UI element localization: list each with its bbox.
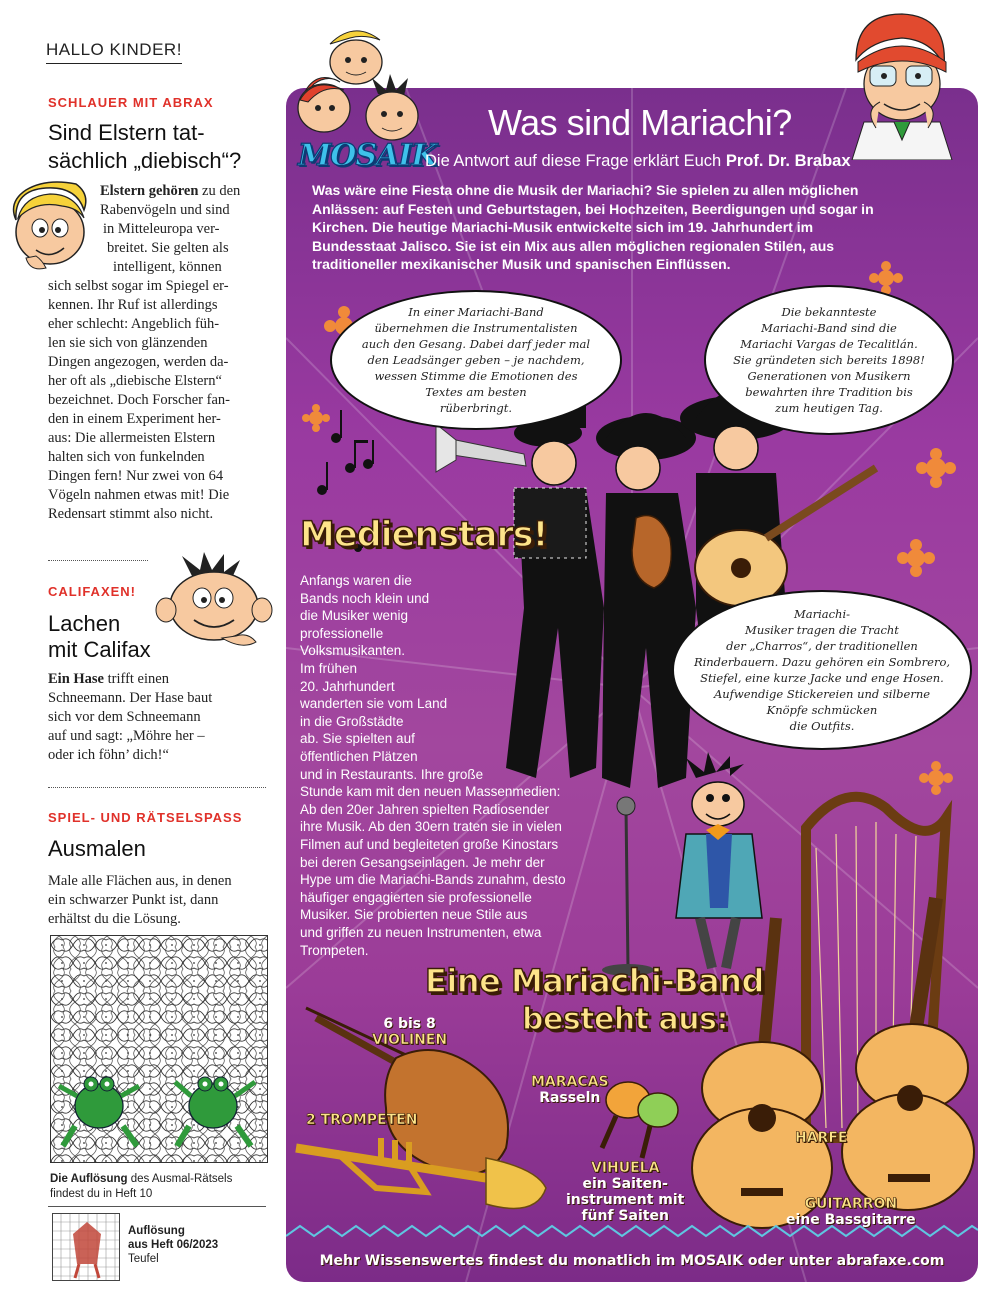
medien-line: die Musiker wenig: [300, 608, 409, 624]
bubble-line: Textes am besten: [425, 385, 527, 399]
medien-line: professionelle: [300, 625, 384, 641]
medien-line: Im frühen: [300, 661, 358, 676]
califax-character-illustration: [152, 550, 276, 660]
bubble-line: die Outfits.: [789, 719, 855, 733]
speech-bubble-charro-outfit: [672, 590, 972, 750]
page-title: Was sind Mariachi?: [488, 102, 792, 143]
abrax-text-line: kennen. Ihr Ruf ist allerdings: [48, 297, 218, 313]
previous-solution-thumbnail: [52, 1213, 120, 1281]
califax-text-line: oder ich föhn’ dich!“: [48, 747, 169, 763]
califax-title-line1: Lachen: [48, 611, 121, 636]
califax-kicker: CALIFAXEN!: [48, 584, 136, 599]
bubble-line: Mariachi-: [793, 607, 851, 621]
intro-line: traditioneller mexikanischer Musik und spanischen Einflüssen.: [312, 256, 731, 272]
previous-solution-info: [128, 1224, 218, 1266]
bubble-line: auch den Gesang. Dabei darf jeder mal: [361, 337, 591, 351]
bubble-line: übernehmen die Instrumentalisten: [374, 321, 578, 335]
label-trumpets: [306, 1112, 417, 1128]
medien-line: Musiker. Sie probierten neue Stile aus: [300, 907, 528, 923]
guitarron-illustration: [842, 898, 974, 1210]
medien-line: und in Restaurants. Ihre große: [300, 766, 484, 782]
intro-line: Bundesstaat Jalisco. Sie ist ein Mix aus allen möglichen regionalen Stilen, aus: [312, 237, 835, 254]
abrax-text-first: [100, 182, 240, 201]
abrax-text-line: in Mitteleuropa ver-: [103, 221, 220, 237]
abrax-title-line1: Sind Elstern tat-: [48, 120, 205, 145]
califax-title-line2: mit Califax: [48, 637, 151, 662]
medien-line: in die Großstädte: [300, 713, 404, 729]
label-guitarron: [786, 1196, 916, 1228]
medien-line: Filmen auf und begleiteten große Kinostars: [300, 837, 559, 852]
label-vihuela: [566, 1160, 684, 1224]
bubble-line: Mariachi-Band sind die: [761, 321, 897, 335]
label-maracas: [531, 1074, 609, 1106]
abrax-text-line: Dingen angezogen, werden da-: [48, 354, 229, 370]
califax-text-first: [48, 670, 169, 689]
puzzle-kicker: SPIEL- UND RÄTSELSPASS: [48, 810, 243, 825]
harp-name: HARFE: [795, 1130, 848, 1146]
divider: [48, 1206, 266, 1207]
intro-line: Was wäre eine Fiesta ohne die Musik der Mariachi? Sie spielen zu allen möglichen: [312, 182, 859, 198]
guitarron-name: GUITARRON: [804, 1196, 898, 1212]
solution-label: Auflösung: [128, 1225, 185, 1237]
abrax-text-line: halten sich von funkelnden: [48, 449, 205, 465]
intro-line: Anlässen: auf Festen und Geburtstagen, bei Hochzeiten, Beerdigungen und sogar in: [312, 200, 874, 217]
trumpets-name: 2 TROMPETEN: [306, 1112, 418, 1128]
solution-answer: Teufel: [128, 1253, 159, 1265]
medien-line: ihre Musik. Ab den 30ern traten sie in vielen: [300, 819, 562, 835]
abrax-text-line: Dingen fern! Nur zwei von 64: [48, 468, 224, 484]
violins-count: 6 bis 8: [383, 1016, 436, 1032]
bubble-line: den Leadsänger geben – je nachdem,: [367, 353, 585, 367]
califax-text-line: Schneemann. Der Hase baut: [48, 690, 213, 706]
medien-line: 20. Jahrhundert: [300, 678, 395, 694]
abrax-text-line: aus: Die allermeisten Elstern: [48, 430, 216, 446]
panel-footer[interactable]: Mehr Wissenswertes findest du monatlich im MOSAIK oder unter abrafaxe.com: [319, 1253, 945, 1269]
abrax-kicker: SCHLAUER MIT ABRAX: [48, 95, 214, 110]
label-harp: [795, 1130, 847, 1146]
section-header: HALLO KINDER!: [46, 40, 182, 64]
puzzle-caption-bold: Die Auflösung: [50, 1173, 128, 1185]
brabax-character-illustration: [836, 10, 966, 160]
medien-line: bei deren Gesangseinlagen. Je mehr der: [300, 854, 545, 870]
puzzle-title: Ausmalen: [48, 836, 146, 861]
speech-bubble-band-singing: [330, 290, 622, 430]
medien-line: Ab den 20er Jahren spielten Radiosender: [300, 801, 550, 817]
abrax-text-line: sich selbst sogar im Spiegel er-: [48, 278, 229, 294]
abrax-title-line2: sächlich „diebisch“?: [48, 148, 242, 173]
medienstars-heading: Medienstars!: [300, 515, 548, 555]
abrax-character-illustration: [6, 180, 98, 280]
puzzle-text-line: ein schwarzer Punkt ist, dann: [48, 892, 219, 908]
subtitle-prefix: Die Antwort auf diese Frage erklärt Euch: [425, 152, 726, 170]
medien-line: häufiger engagierten sie professionelle: [300, 889, 532, 905]
medien-line: ab. Sie spielten auf: [300, 731, 415, 747]
divider: [48, 560, 148, 561]
band-heading-line1: Eine Mariachi-Band: [425, 962, 764, 1000]
abrax-text-line: Rabenvögeln und sind: [100, 202, 230, 218]
bubble-line: der „Charros“, der traditionellen: [726, 639, 918, 653]
medien-line: Trompeten.: [300, 942, 369, 958]
abrax-text-line: den in einem Experiment her-: [48, 411, 221, 427]
bubble-line: In einer Mariachi-Band: [408, 305, 544, 319]
maracas-name: MARACAS: [531, 1074, 609, 1090]
bubble-line: Rinderbauern. Dazu gehören ein Sombrero,: [693, 655, 951, 669]
bubble-line: Musiker tragen die Tracht: [745, 623, 899, 637]
medien-line: öffentlichen Plätzen: [300, 749, 418, 764]
intro-paragraph: [312, 181, 962, 274]
vihuela-desc: instrument mit: [566, 1192, 685, 1208]
intro-line: Kirchen. Die heutige Mariachi-Musik entwickelte sich im 19. Jahrhundert im: [312, 219, 814, 235]
abrax-text-bold: Elstern gehören: [100, 183, 199, 199]
vihuela-desc: fünf Saiten: [581, 1208, 669, 1224]
bubble-line: rüberbringt.: [439, 401, 513, 415]
abrax-text-line: len sie sich von glänzenden: [48, 335, 208, 351]
divider: [48, 787, 266, 788]
puzzle-text-line: erhältst du die Lösung.: [48, 911, 181, 927]
abrax-text-line: zu den: [198, 183, 241, 199]
speech-bubble-famous-band: [704, 285, 954, 435]
medien-line: Stunde kam mit den neuen Massenmedien:: [300, 784, 561, 800]
bubble-line: Die bekannteste: [781, 305, 877, 319]
bubble-line: zum heutigen Tag.: [775, 401, 883, 415]
bubble-line: Mariachi Vargas de Tecalitlán.: [740, 337, 918, 351]
vihuela-desc: ein Saiten-: [582, 1176, 668, 1192]
medien-line: Volksmusikanten.: [300, 643, 406, 659]
puzzle-caption-line2: findest du in Heft 10: [50, 1188, 153, 1200]
bubble-line: Stiefel, eine kurze Jacke und enge Hosen.: [700, 671, 944, 685]
puzzle-caption: [50, 1172, 270, 1202]
band-heading-line2: besteht aus:: [522, 1002, 728, 1037]
violins-name: VIOLINEN: [372, 1032, 448, 1048]
page-subtitle: [425, 152, 851, 171]
bubble-line: wessen Stimme die Emotionen des: [374, 369, 578, 383]
label-violins: [372, 1016, 447, 1048]
abrax-text-line: her oft als „diebische Elstern“: [48, 373, 222, 389]
abrax-text-line: Redensart stimmt also nicht.: [48, 506, 214, 522]
subtitle-author: Prof. Dr. Brabax: [725, 152, 851, 170]
bubble-line: Generationen von Musikern: [747, 369, 911, 383]
califax-text-bold: Ein Hase: [48, 671, 104, 687]
vihuela-name: VIHUELA: [590, 1160, 660, 1176]
mosaik-logo: MOSAIK: [298, 138, 437, 173]
bubble-line: Aufwendige Stickereien und silberne: [713, 687, 931, 701]
sidebar: [0, 0, 290, 1294]
maracas-illustration: [602, 1082, 678, 1158]
medien-line: Hype um die Mariachi-Bands zunahm, desto: [300, 872, 566, 888]
califax-text-line: auf und sagt: „Möhre her –: [48, 728, 205, 744]
puzzle-caption-rest: des Ausmal-Rätsels: [127, 1173, 233, 1185]
solution-issue: aus Heft 06/2023: [128, 1239, 219, 1251]
puzzle-text-line: Male alle Flächen aus, in denen: [48, 873, 232, 889]
bubble-line: Sie gründeten sich bereits 1898!: [733, 353, 925, 367]
abrax-text-line: Vögeln nahmen etwas mit! Die: [48, 487, 230, 503]
medien-line: Anfangs waren die: [300, 573, 412, 588]
bubble-line: Knöpfe schmücken: [766, 703, 878, 717]
guitarron-desc: eine Bassgitarre: [786, 1212, 916, 1228]
abrax-text-line: intelligent, können: [113, 259, 222, 275]
abrafaxe-kids-illustration: [294, 24, 424, 154]
coloring-puzzle[interactable]: [50, 935, 268, 1163]
medien-line: wanderten sie vom Land: [300, 696, 448, 712]
califax-text-line: sich vor dem Schneemann: [48, 709, 201, 725]
abrax-text-line: breitet. Sie gelten als: [107, 240, 229, 256]
abrax-text-line: eher schlecht: Angeblich füh-: [48, 316, 220, 332]
medien-line: und griffen zu neuen Instrumenten, etwa: [300, 925, 542, 940]
bubble-line: bewahrten ihre Tradition bis: [745, 385, 913, 399]
abrax-text-line: bezeichnet. Doch Forscher fan-: [48, 392, 230, 408]
coloring-puzzle-drawing: [51, 936, 268, 1163]
maracas-desc: Rasseln: [539, 1090, 601, 1106]
califax-text-line: trifft einen: [104, 671, 169, 687]
medien-line: Bands noch klein und: [300, 590, 430, 606]
